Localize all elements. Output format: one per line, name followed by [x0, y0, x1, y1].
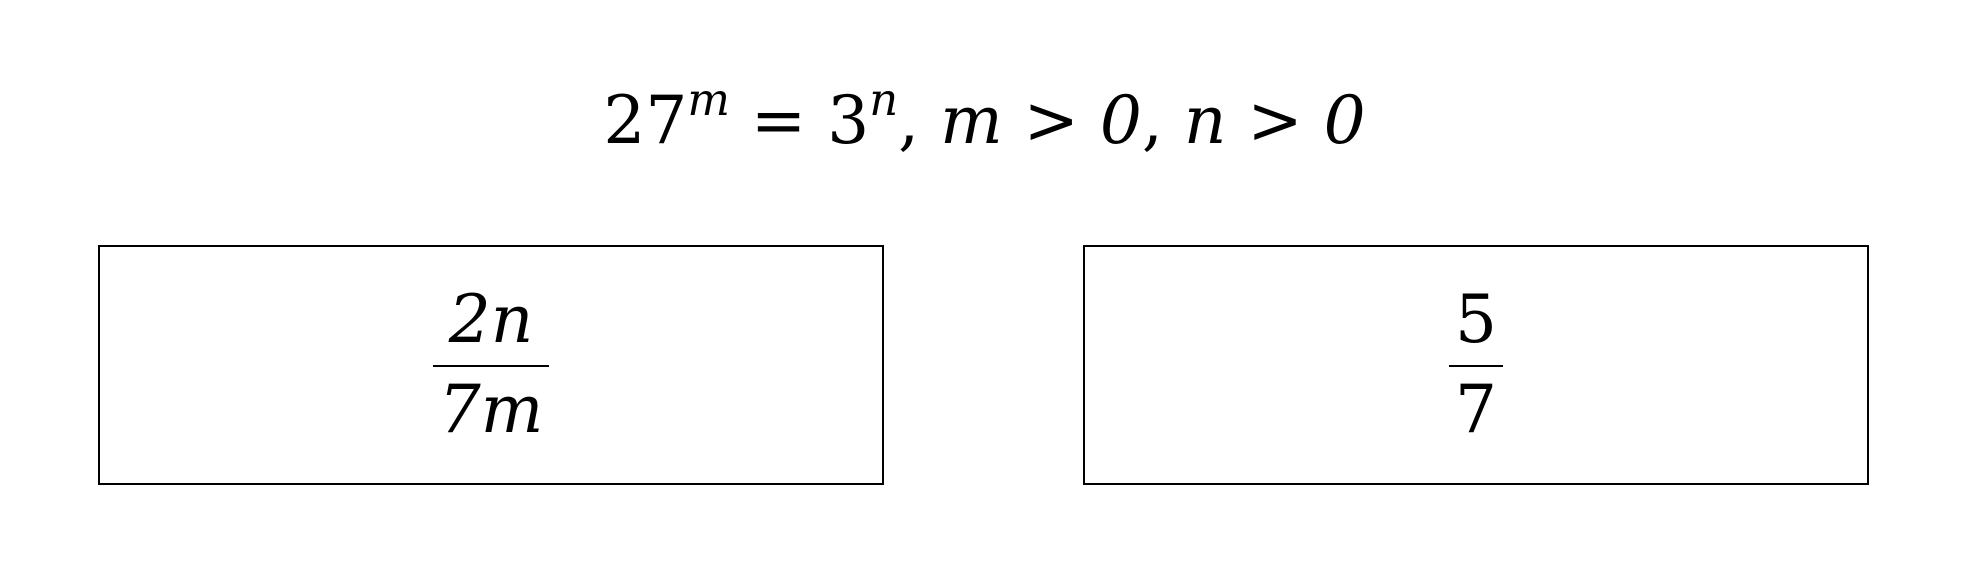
eq-rhs-base: 3 [827, 82, 870, 159]
quantity-b-denominator: 7 [1455, 371, 1497, 448]
condition-equation [0, 73, 1969, 159]
quantity-a-fraction [433, 281, 550, 448]
quantity-b-fraction [1449, 281, 1503, 448]
quantity-a-denominator: 7m [438, 371, 544, 448]
eq-inequality-n: n > 0 [1183, 82, 1366, 159]
quantity-a-box [98, 245, 884, 485]
eq-inequality-m: m > 0 [940, 82, 1142, 159]
eq-base-exponent: m [687, 73, 730, 127]
quantity-b-numerator: 5 [1455, 281, 1497, 358]
quantity-a-numerator: 2n [448, 281, 534, 358]
eq-separator-1: , [898, 82, 941, 159]
eq-separator-2: , [1141, 82, 1184, 159]
eq-rhs-exponent: n [869, 73, 899, 127]
eq-base: 27 [603, 82, 688, 159]
quantity-b-box [1083, 245, 1869, 485]
eq-equals: = [750, 82, 807, 159]
